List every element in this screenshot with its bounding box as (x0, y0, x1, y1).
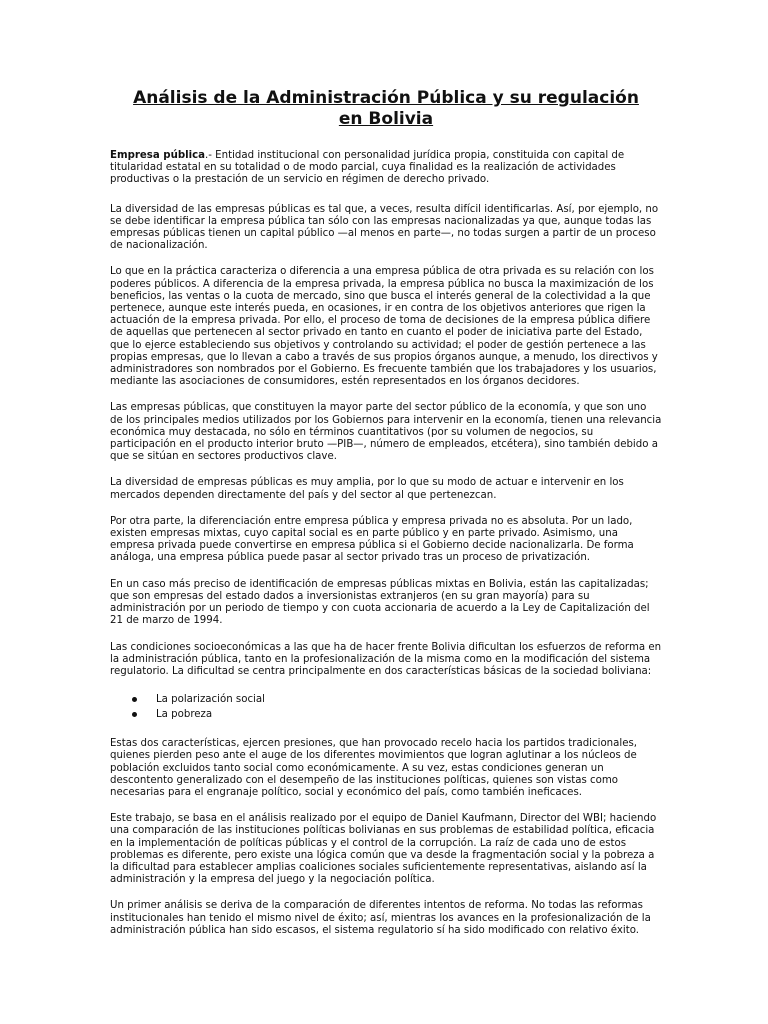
body-paragraph: Este trabajo, se basa en el análisis realizado por el equipo de Daniel Kaufmann, Director del WBI; haciendo una comparación de las instituciones políticas bolivianas en sus problemas de estabilidad política, eficacia en la implementación de políticas públicas y el control de la corrupción. La raíz de cada uno de estos problemas es diferente, pero existe una lógica común que va desde la fragmentación social y la pobreza a la dificultad para establecer amplias coaliciones sociales suficientemente representativas, aislando así la administración y la empresa del juego y la negociación política. (110, 813, 657, 886)
title-line-1: Análisis de la Administración Pública y su regulación (133, 88, 639, 108)
body-paragraph: Las condiciones socioeconómicas a las que ha de hacer frente Bolivia dificultan los esfuerzos de reforma en la administración pública, tanto en la profesionalización de la misma como en la modificación del sistema regulatorio. La dificultad se centra principalmente en dos características básicas de la sociedad boliviana: (110, 641, 662, 677)
document-title (110, 88, 662, 130)
definition-paragraph (110, 150, 662, 187)
body-paragraph: La diversidad de empresas públicas es muy amplia, por lo que su modo de actuar e intervenir en los mercados dependen directamente del país y del sector al que pertenezcan. (110, 477, 624, 501)
bullet-list (110, 692, 662, 722)
body-paragraph: Por otra parte, la diferenciación entre empresa pública y empresa privada no es absoluta. Por un lado, existen empresas mixtas, cuyo capital social es en parte público y en parte privado. Asimismo, una empresa privada puede convertirse en empresa pública si el Gobierno decide nacionalizarla. De forma análoga, una empresa pública puede pasar al sector privado tras un proceso de privatización. (110, 515, 634, 564)
document-page (110, 88, 662, 951)
bullet-dot-icon (132, 697, 137, 702)
bullet-dot-icon (132, 712, 137, 717)
definition-text: .- Entidad institucional con personalidad jurídica propia, constituida con capital de titularidad estatal en su totalidad o de modo parcial, cuya finalidad es la realización de actividades productivas o la prestación de un servicio en régimen de derecho privado. (110, 150, 625, 186)
body-paragraph: En un caso más preciso de identificación de empresas públicas mixtas en Bolivia, están las capitalizadas; que son empresas del estado dados a inversionistas extranjeros (en su gran mayoría) para su administración por un periodo de tiempo y con cuota accionaria de acuerdo a la Ley de Capitalización del 21 de marzo de 1994. (110, 578, 650, 627)
title-line-2: en Bolivia (338, 109, 434, 129)
body-paragraph: La diversidad de las empresas públicas es tal que, a veces, resulta difícil identificarlas. Así, por ejemplo, no se debe identificar la empresa pública tan sólo con las empresas nacionalizadas ya que, aunque todas las empresas públicas tienen un capital público —al menos en parte—, no todas surgen a partir de un proceso de nacionalización. (110, 203, 659, 252)
bullet-text: La polarización social (156, 694, 265, 706)
body-paragraph: Lo que en la práctica caracteriza o diferencia a una empresa pública de otra privada es su relación con los poderes públicos. A diferencia de la empresa privada, la empresa pública no busca la maximización de los beneficios, las ventas o la cuota de mercado, sino que busca el interés general de la colectividad a la que pertenece, aunque este interés pueda, en ocasiones, ir en contra de los objetivos anteriores que rigen la actuación de la empresa privada. Por ello, el proceso de toma de decisiones de la empresa pública difiere de aquellas que pertenecen al sector privado en tanto en cuanto el poder de iniciativa parte del Estado, que lo ejerce estableciendo sus objetivos y controlando su actividad; el poder de gestión pertenece a las propias empresas, que lo llevan a cabo a través de sus propios órganos aunque, a menudo, los directivos y administradores son nombrados por el Gobierno. Es frecuente también que los trabajadores y los usuarios, mediante las asociaciones de consumidores, estén representados en los órganos decidores. (110, 266, 658, 388)
bullet-text: La pobreza (156, 709, 213, 721)
bullet-item (110, 692, 662, 707)
bullet-item (110, 707, 662, 722)
body-paragraph: Un primer análisis se deriva de la comparación de diferentes intentos de reforma. No todas las reformas institucionales han tenido el mismo nivel de éxito; así, mientras los avances en la profesionalización de la administración pública han sido escasos, el sistema regulatorio sí ha sido modificado con relativo éxito. (110, 900, 651, 936)
definition-term: Empresa pública (110, 150, 206, 161)
body-paragraph: Las empresas públicas, que constituyen la mayor parte del sector público de la economía, y que son uno de los principales medios utilizados por los Gobiernos para intervenir en la economía, tienen una relevancia económica muy destacada, no sólo en términos cuantitativos (por su volumen de negocios, su participación en el producto interior bruto —PIB—, número de empleados, etcétera), sino también debido a que se sitúan en sectores productivos clave. (110, 402, 662, 463)
body-paragraph: Estas dos características, ejercen presiones, que han provocado recelo hacia los partidos tradicionales, quienes pierden peso ante el auge de los diferentes movimientos que logran aglutinar a los núcleos de población excluidos tanto social como económicamente. A su vez, estas condiciones generan un descontento generalizado con el desempeño de las instituciones políticas, quienes son vistas como necesarias para el engranaje político, social y económico del país, como también ineficaces. (110, 738, 638, 798)
